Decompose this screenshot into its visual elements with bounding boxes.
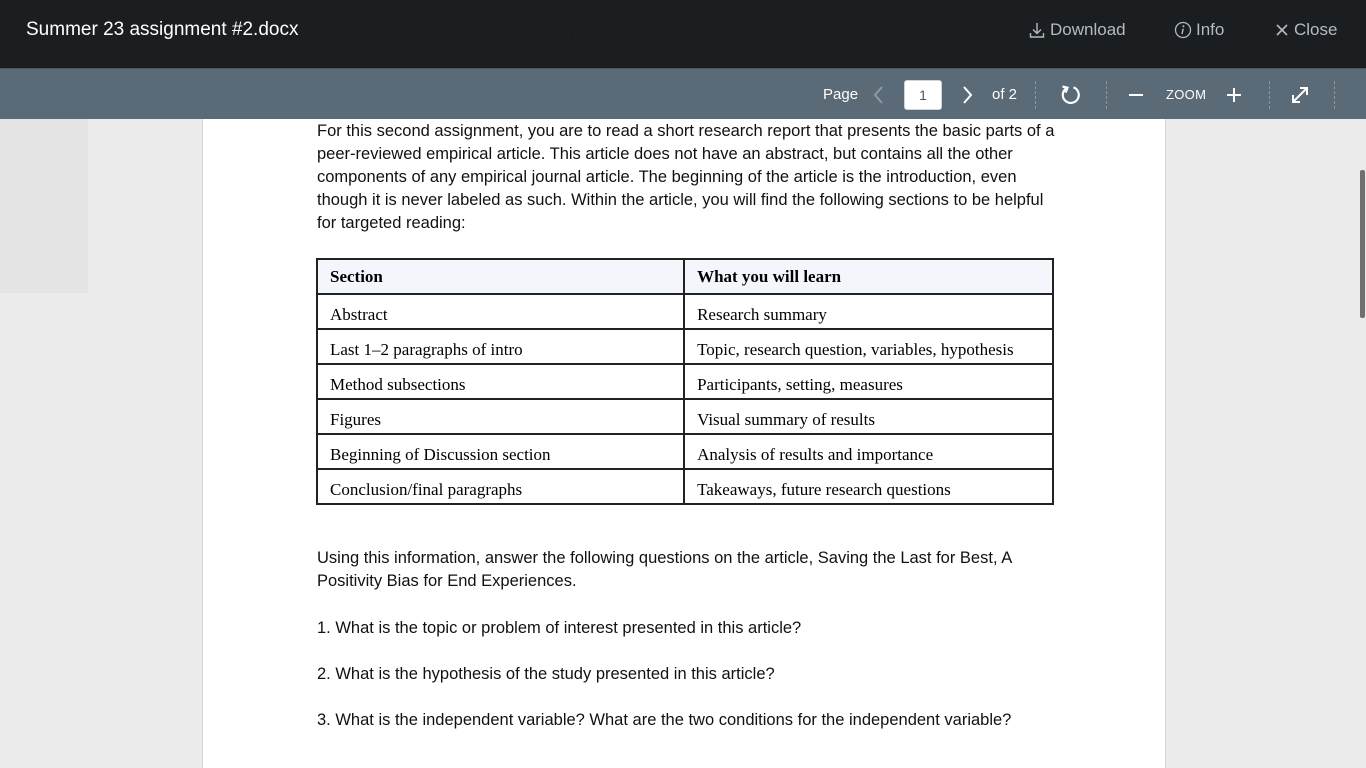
table-cell: Research summary: [684, 294, 1053, 329]
fullscreen-button[interactable]: [1288, 69, 1312, 120]
table-cell: Visual summary of results: [684, 399, 1053, 434]
page-total: of 2: [992, 86, 1018, 103]
plus-icon: [1225, 86, 1243, 104]
minus-icon: [1127, 86, 1145, 104]
table-cell: Figures: [317, 399, 684, 434]
table-cell: Abstract: [317, 294, 684, 329]
zoom-in-button[interactable]: [1224, 69, 1244, 120]
toolbar-divider: [1035, 81, 1036, 109]
intro-paragraph: For this second assignment, you are to read a short research report that presents the basic parts of a peer-reviewed empirical article. This article does not have an abstract, but contains all the other components of any empirical journal article. The beginning of the article is the introduction, even though it is never labeled as such. Within the article, you will find the following sections to be helpful for targeted reading:: [317, 122, 1055, 232]
table-cell: Analysis of results and importance: [684, 434, 1053, 469]
page-number-input[interactable]: 1: [904, 80, 942, 110]
viewer-header: [0, 0, 1366, 68]
rotate-button[interactable]: [1058, 69, 1084, 120]
document-scrollbar[interactable]: [1360, 170, 1365, 318]
page-label: Page: [823, 86, 859, 103]
info-label: Info: [1196, 20, 1225, 39]
next-page-button[interactable]: [956, 69, 978, 120]
page-number-field-wrap: [904, 69, 942, 120]
question-1: 1. What is the topic or problem of interest presented in this article?: [317, 619, 802, 637]
expand-icon: [1289, 84, 1311, 106]
question-3: 3. What is the independent variable? What are the two conditions for the independent variable?: [317, 711, 1012, 729]
zoom-out-button[interactable]: [1126, 69, 1146, 120]
download-button[interactable]: [1028, 20, 1126, 40]
toolbar-divider: [1106, 81, 1107, 109]
download-label: Download: [1050, 20, 1126, 39]
toolbar-divider: [1269, 81, 1270, 109]
close-button[interactable]: [1274, 20, 1337, 40]
table-header-cell: What you will learn: [684, 259, 1053, 294]
close-icon: [1274, 22, 1290, 38]
viewer-toolbar: [0, 68, 1366, 119]
table-cell: Last 1–2 paragraphs of intro: [317, 329, 684, 364]
table-header-row: [317, 259, 1053, 294]
table-cell: Takeaways, future research questions: [684, 469, 1053, 504]
table-row: [317, 294, 1053, 329]
table-header-cell: Section: [317, 259, 684, 294]
download-icon: [1028, 21, 1046, 39]
sections-table: [316, 258, 1054, 505]
table-cell: Method subsections: [317, 364, 684, 399]
toolbar-divider: [1334, 81, 1335, 109]
table-cell: Participants, setting, measures: [684, 364, 1053, 399]
zoom-label: ZOOM: [1166, 87, 1207, 102]
question-2: 2. What is the hypothesis of the study presented in this article?: [317, 665, 775, 683]
table-cell: Beginning of Discussion section: [317, 434, 684, 469]
chevron-right-icon: [960, 85, 974, 105]
info-button[interactable]: [1174, 20, 1224, 40]
table-cell: Topic, research question, variables, hypothesis: [684, 329, 1053, 364]
rotate-icon: [1059, 83, 1083, 107]
document-page: [202, 119, 1166, 768]
table-row: [317, 364, 1053, 399]
file-title: Summer 23 assignment #2.docx: [26, 19, 299, 40]
info-icon: [1174, 21, 1192, 39]
table-row: [317, 434, 1053, 469]
table-row: [317, 399, 1053, 434]
table-row: [317, 329, 1053, 364]
close-label: Close: [1294, 20, 1338, 39]
instructions-paragraph: Using this information, answer the following questions on the article, Saving the Last for Best, A Positivity Bias for End Experiences.: [317, 549, 1012, 590]
table-cell: Conclusion/final paragraphs: [317, 469, 684, 504]
chevron-left-icon: [872, 85, 886, 105]
previous-page-button[interactable]: [868, 69, 890, 120]
table-row: [317, 469, 1053, 504]
